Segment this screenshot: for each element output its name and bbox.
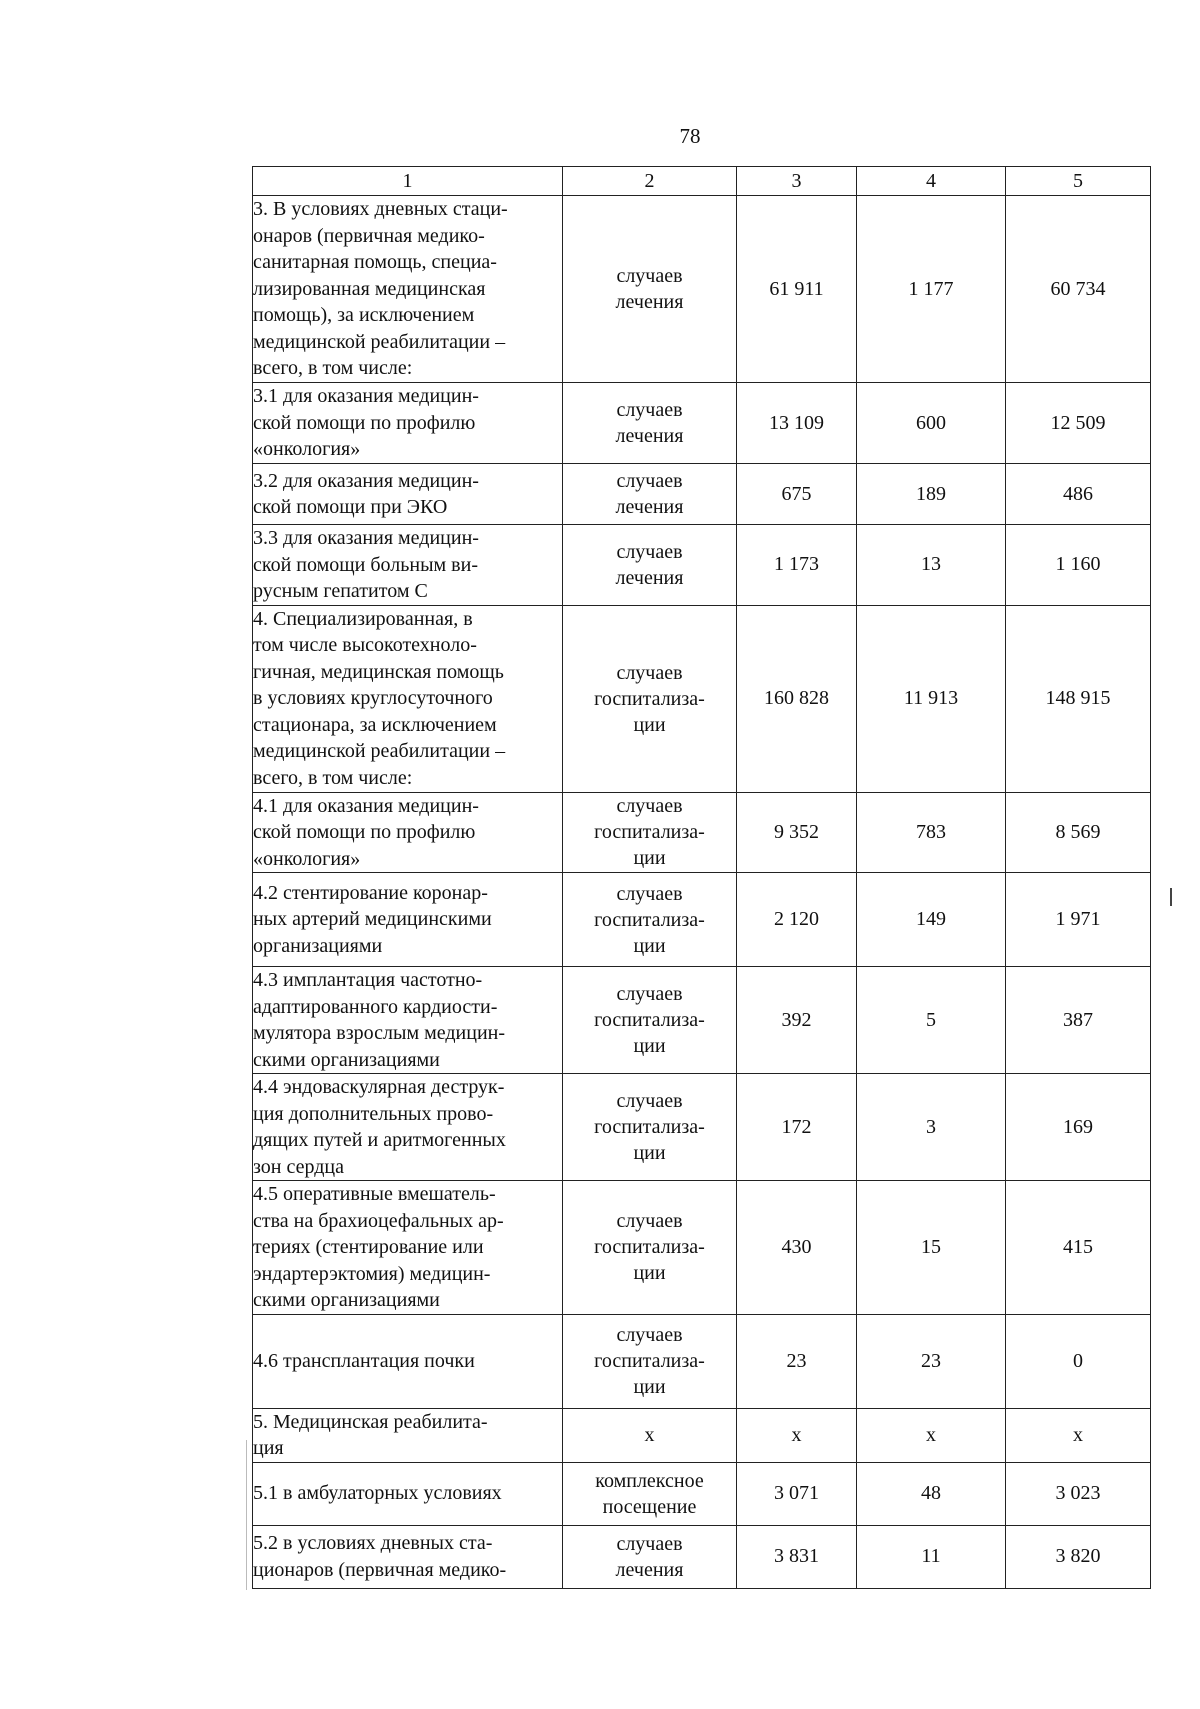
table-row: [253, 967, 1151, 1074]
row-value-c3: 160 828: [737, 605, 857, 792]
row-value-c3: 1 173: [737, 525, 857, 606]
row-value-c4: 11: [857, 1525, 1006, 1588]
margin-line: [246, 1440, 247, 1590]
table-row: [253, 1181, 1151, 1315]
row-unit: случаев госпитализа- ции: [594, 1210, 705, 1285]
row-name: 4.6 трансплантация почки: [253, 1349, 475, 1372]
row-unit-cell: [563, 525, 737, 606]
row-value-c5: 415: [1006, 1181, 1151, 1315]
table-row: [253, 383, 1151, 464]
row-unit: случаев госпитализа- ции: [594, 795, 705, 870]
row-value-c3: 392: [737, 967, 857, 1074]
row-name-cell: [253, 1181, 563, 1315]
data-table: [252, 166, 1151, 1589]
row-value-c4: х: [857, 1408, 1006, 1462]
row-name-cell: [253, 792, 563, 873]
row-name: 5. Медицинская реабилита- ция: [253, 1410, 488, 1459]
table-row: [253, 792, 1151, 873]
row-unit: случаев госпитализа- ции: [594, 1090, 705, 1164]
row-name-cell: [253, 1314, 563, 1408]
table-row: [253, 873, 1151, 967]
row-value-c3: 13 109: [737, 383, 857, 464]
row-value-c5: 1 971: [1006, 873, 1151, 967]
page-number: 78: [679, 124, 701, 148]
row-unit: случаев лечения: [615, 540, 684, 589]
header-col-3: 3: [737, 167, 857, 196]
row-unit-cell: [563, 1181, 737, 1315]
table-row: [253, 525, 1151, 606]
row-name: 3.3 для оказания медицин- ской помощи больным ви- русным гепатитом С: [253, 527, 479, 602]
row-value-c4: 3: [857, 1074, 1006, 1181]
row-unit: случаев госпитализа- ции: [594, 1324, 705, 1398]
header-col-1: 1: [253, 167, 563, 196]
row-name: 4. Специализированная, в том числе высокотехноло- гичная, медицинская помощь в условиях круглосуточного стационара, за исключением медицинской реабилитации – всего, в том числе:: [253, 607, 506, 789]
header-col-2: 2: [563, 167, 737, 196]
table-row: [253, 464, 1151, 525]
row-value-c5: 12 509: [1006, 383, 1151, 464]
row-name-cell: [253, 196, 563, 383]
row-value-c3: 2 120: [737, 873, 857, 967]
row-value-c4: 15: [857, 1181, 1006, 1315]
row-value-c5: 169: [1006, 1074, 1151, 1181]
row-name: 3.1 для оказания медицин- ской помощи по профилю «онкология»: [253, 385, 479, 461]
row-unit-cell: [563, 873, 737, 967]
row-name: 4.4 эндоваскулярная деструк- ция дополнительных прово- дящих путей и аритмогенных зон сердца: [253, 1076, 506, 1178]
row-value-c3: 9 352: [737, 792, 857, 873]
row-name: 5.2 в условиях дневных ста- ционаров (первичная медико-: [253, 1532, 507, 1581]
row-unit: случаев лечения: [615, 399, 684, 447]
row-value-c5: х: [1006, 1408, 1151, 1462]
row-value-c4: 11 913: [857, 605, 1006, 792]
row-unit-cell: [563, 1462, 737, 1525]
row-value-c3: 675: [737, 464, 857, 525]
stray-mark: [1170, 888, 1172, 906]
row-value-c3: 172: [737, 1074, 857, 1181]
row-name-cell: [253, 1074, 563, 1181]
row-value-c4: 13: [857, 525, 1006, 606]
row-name: 5.1 в амбулаторных условиях: [253, 1482, 502, 1505]
row-value-c5: 148 915: [1006, 605, 1151, 792]
row-unit: случаев госпитализа- ции: [594, 882, 705, 957]
table-row: [253, 1462, 1151, 1525]
header-col-5: 5: [1006, 167, 1151, 196]
row-value-c3: 3 071: [737, 1462, 857, 1525]
row-name-cell: [253, 1525, 563, 1588]
row-value-c4: 783: [857, 792, 1006, 873]
row-unit-cell: [563, 605, 737, 792]
row-name: 3. В условиях дневных стаци- онаров (первичная медико- санитарная помощь, специа- лизированная медицинская помощь), за исключением медицинской реабилитации – всего, в том числе:: [253, 198, 508, 380]
row-value-c4: 149: [857, 873, 1006, 967]
row-name-cell: [253, 873, 563, 967]
row-value-c5: 60 734: [1006, 196, 1151, 383]
row-unit-cell: [563, 1314, 737, 1408]
row-value-c3: 61 911: [737, 196, 857, 383]
row-name: 4.5 оперативные вмешатель- ства на брахиоцефальных ар- териях (стентирование или эндартерэктомия) медицин- скими организациями: [253, 1183, 504, 1311]
row-value-c3: х: [737, 1408, 857, 1462]
row-unit: случаев лечения: [615, 265, 684, 313]
row-unit-cell: [563, 792, 737, 873]
row-name-cell: [253, 383, 563, 464]
row-name: 3.2 для оказания медицин- ской помощи при ЭКО: [253, 469, 479, 518]
row-unit: случаев лечения: [615, 1532, 684, 1581]
table-row: [253, 196, 1151, 383]
row-value-c3: 430: [737, 1181, 857, 1315]
row-value-c4: 189: [857, 464, 1006, 525]
row-value-c4: 23: [857, 1314, 1006, 1408]
table-row: [253, 605, 1151, 792]
row-value-c5: 1 160: [1006, 525, 1151, 606]
row-name-cell: [253, 1408, 563, 1462]
row-name-cell: [253, 525, 563, 606]
row-name-cell: [253, 464, 563, 525]
row-unit-cell: [563, 1525, 737, 1588]
row-name: 4.3 имплантация частотно- адаптированного кардиости- мулятора взрослым медицин- скими организациями: [253, 969, 506, 1071]
row-unit: комплексное посещение: [595, 1469, 704, 1518]
row-unit: случаев лечения: [615, 470, 684, 518]
row-value-c4: 5: [857, 967, 1006, 1074]
row-value-c5: 3 023: [1006, 1462, 1151, 1525]
row-value-c4: 600: [857, 383, 1006, 464]
table-row: [253, 1314, 1151, 1408]
row-unit-cell: [563, 196, 737, 383]
row-unit-cell: [563, 1074, 737, 1181]
row-name-cell: [253, 967, 563, 1074]
row-name: 4.2 стентирование коронар- ных артерий медицинскими организациями: [253, 881, 492, 957]
row-value-c5: 0: [1006, 1314, 1151, 1408]
table-row: [253, 1408, 1151, 1462]
table-row: [253, 1074, 1151, 1181]
row-unit: случаев госпитализа- ции: [594, 661, 705, 736]
row-value-c3: 23: [737, 1314, 857, 1408]
row-value-c4: 1 177: [857, 196, 1006, 383]
table-row: [253, 1525, 1151, 1588]
row-name-cell: [253, 605, 563, 792]
row-unit-cell: [563, 967, 737, 1074]
row-unit: случаев госпитализа- ции: [594, 983, 705, 1057]
row-unit: х: [644, 1424, 655, 1446]
row-name: 4.1 для оказания медицин- ской помощи по профилю «онкология»: [253, 794, 479, 870]
header-col-4: 4: [857, 167, 1006, 196]
row-value-c5: 387: [1006, 967, 1151, 1074]
row-value-c5: 3 820: [1006, 1525, 1151, 1588]
row-value-c5: 486: [1006, 464, 1151, 525]
row-value-c3: 3 831: [737, 1525, 857, 1588]
row-value-c4: 48: [857, 1462, 1006, 1525]
row-unit-cell: [563, 383, 737, 464]
row-name-cell: [253, 1462, 563, 1525]
row-unit-cell: [563, 464, 737, 525]
row-unit-cell: [563, 1408, 737, 1462]
table-header-row: [253, 167, 1151, 196]
row-value-c5: 8 569: [1006, 792, 1151, 873]
